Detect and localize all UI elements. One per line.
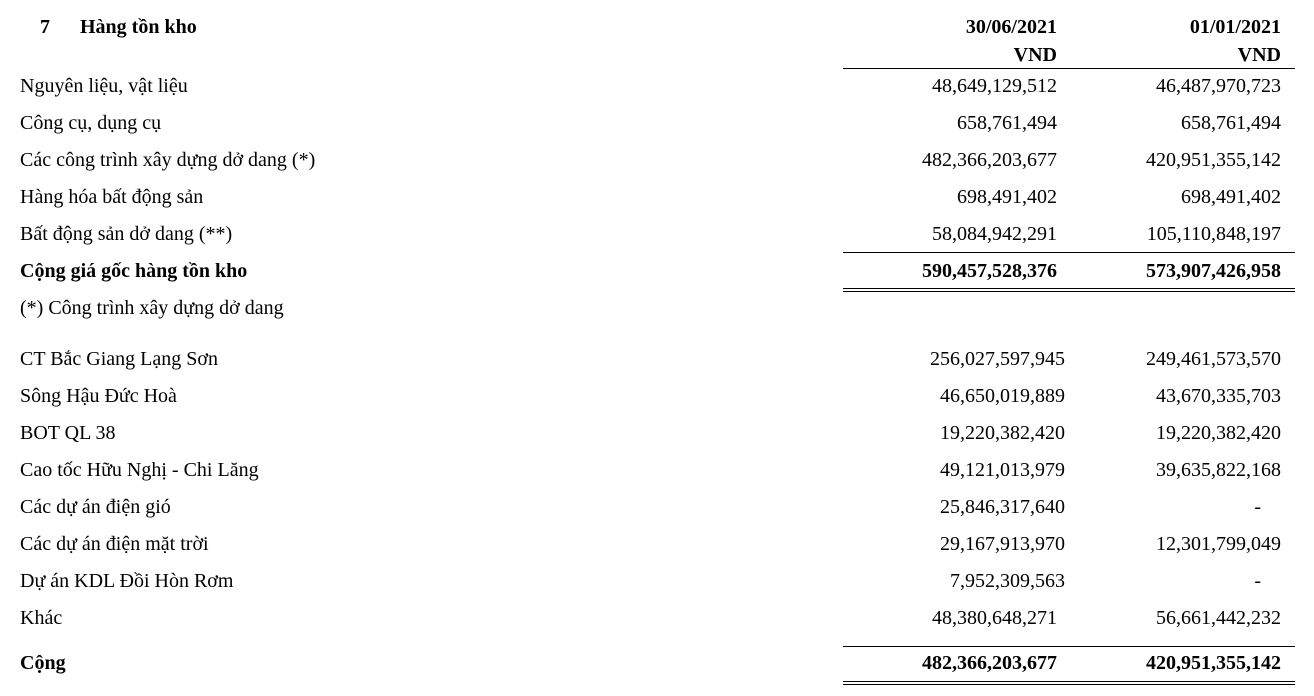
construction-total-label: Cộng: [20, 652, 66, 674]
inventory-row-value-2: 46,487,970,723: [1156, 75, 1281, 97]
col1-date-header: 30/06/2021: [965, 16, 1057, 38]
construction-row-value-2: 43,670,335,703: [1156, 385, 1281, 407]
col2-unit-header: VND: [1237, 44, 1281, 66]
inventory-total-label: Cộng giá gốc hàng tồn kho: [20, 260, 248, 282]
construction-row-label: Các dự án điện gió: [20, 496, 171, 518]
construction-row-label: Dự án KDL Đồi Hòn Rơm: [20, 570, 234, 592]
total-double-rule: [843, 288, 1295, 292]
construction-row-value-2: -: [1254, 570, 1261, 592]
inventory-row-label: Nguyên liệu, vật liệu: [20, 75, 188, 97]
construction-total-double-rule: [843, 681, 1295, 685]
construction-row-label: Sông Hậu Đức Hoà: [20, 385, 177, 407]
inventory-row-label: Bất động sản dở dang (**): [20, 223, 233, 245]
inventory-row-value-2: 698,491,402: [1181, 186, 1281, 208]
construction-row-label: Khác: [20, 607, 63, 629]
construction-row-value-1: 25,846,317,640: [940, 496, 1065, 518]
construction-row-value-1: 29,167,913,970: [940, 533, 1065, 555]
construction-row-value-2: 12,301,799,049: [1156, 533, 1281, 555]
construction-row-value-2: 39,635,822,168: [1156, 459, 1281, 481]
inventory-total-value-2: 573,907,426,958: [1146, 260, 1281, 282]
header-rule: [843, 68, 1295, 69]
inventory-row-value-1: 58,084,942,291: [932, 223, 1057, 245]
construction-row-value-2: 56,661,442,232: [1156, 607, 1281, 629]
construction-row-value-2: 19,220,382,420: [1156, 422, 1281, 444]
construction-row-value-1: 48,380,648,271: [932, 607, 1057, 629]
section-title: Hàng tồn kho: [80, 16, 197, 38]
inventory-row-value-1: 658,761,494: [957, 112, 1057, 134]
inventory-total-value-1: 590,457,528,376: [922, 260, 1057, 282]
inventory-row-value-2: 658,761,494: [1181, 112, 1281, 134]
construction-row-value-1: 49,121,013,979: [940, 459, 1065, 481]
inventory-row-value-1: 48,649,129,512: [932, 75, 1057, 97]
construction-row-label: Các dự án điện mặt trời: [20, 533, 209, 555]
construction-row-value-1: 46,650,019,889: [940, 385, 1065, 407]
construction-row-value-2: 249,461,573,570: [1146, 348, 1281, 370]
construction-row-value-1: 256,027,597,945: [930, 348, 1065, 370]
col2-date-header: 01/01/2021: [1189, 16, 1281, 38]
construction-row-value-1: 19,220,382,420: [940, 422, 1065, 444]
inventory-row-label: Hàng hóa bất động sản: [20, 186, 204, 208]
inventory-row-value-1: 482,366,203,677: [922, 149, 1057, 171]
construction-total-value-2: 420,951,355,142: [1146, 652, 1281, 674]
inventory-row-value-2: 105,110,848,197: [1146, 223, 1281, 245]
construction-row-value-2: -: [1254, 496, 1261, 518]
construction-row-label: BOT QL 38: [20, 422, 116, 444]
note-title: (*) Công trình xây dựng dở dang: [20, 297, 284, 319]
subtotal-rule: [843, 252, 1295, 253]
construction-row-label: CT Bắc Giang Lạng Sơn: [20, 348, 218, 370]
inventory-row-value-2: 420,951,355,142: [1146, 149, 1281, 171]
construction-row-label: Cao tốc Hữu Nghị - Chi Lăng: [20, 459, 259, 481]
inventory-row-value-1: 698,491,402: [957, 186, 1057, 208]
section-number: 7: [40, 16, 50, 38]
inventory-row-label: Các công trình xây dựng dở dang (*): [20, 149, 316, 171]
inventory-row-label: Công cụ, dụng cụ: [20, 112, 162, 134]
construction-subtotal-rule: [843, 646, 1295, 647]
construction-row-value-1: 7,952,309,563: [950, 570, 1065, 592]
construction-total-value-1: 482,366,203,677: [922, 652, 1057, 674]
col1-unit-header: VND: [1013, 44, 1057, 66]
